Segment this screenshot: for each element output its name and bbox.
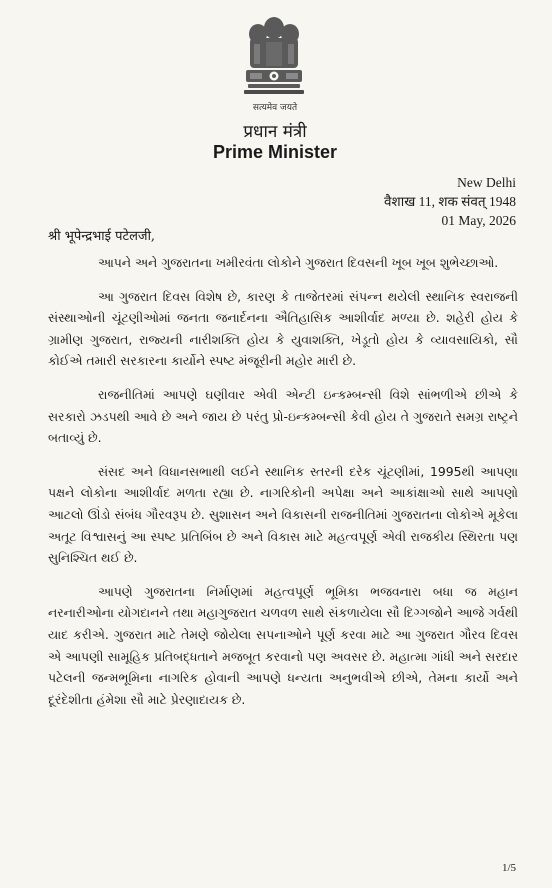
motto-text: सत्यमेव जयते bbox=[252, 103, 298, 113]
paragraph-4: સંસદ અને વિધાનસભાથી લઈને સ્થાનિક સ્તરની દરેક ચૂંટણીમાં, 1995થી આપણા પક્ષને લોકોના આશીર્વાદ મળતા રહ્યા છે. નાગરિકોની અપેક્ષા અને આકાંક્ષાઓ સાથે આપણો આટલો ઊંડો સંબંધ ગૌરવરૂપ છે. સુશાસન અને વિકાસની રાજનીતિમાં ગુજરાતના લોકોએ મૂકેલા અતૂટ વિશ્વાસનું આ સ્પષ્ટ પ્રતિબિંબ છે અને વિકાસ માટે મહત્વપૂર્ણ એવી રાજકીય સ્થિરતા પણ સુનિશ્ચિત થઈ છે. bbox=[48, 463, 518, 566]
date-block bbox=[384, 173, 516, 230]
national-emblem-icon bbox=[236, 14, 312, 96]
page-number: 1/5 bbox=[501, 862, 516, 874]
title-english: Prime Minister bbox=[212, 142, 338, 162]
title-hindi: प्रधान मंत्री bbox=[243, 122, 307, 142]
paragraph-2: આ ગુજરાત દિવસ વિશેષ છે, કારણ કે તાજેતરમાં સંપન્ન થયેલી સ્થાનિક સ્વરાજની સંસ્થાઓની ચૂંટણીઓમાં જનતા જનાર્દનના ઐતિહાસિક આશીર્વાદ મળ્યા છે. શહેરી હોય કે ગ્રામીણ ગુજરાત, રાજ્યની નારીશક્તિ હોય કે યુવાશક્તિ, ખેડૂતો હોય કે વ્યાવસાયિકો, સૌ કોઈએ તમારી સરકારના કાર્યોને સ્પષ્ટ મંજૂરીની મહોર મારી છે. bbox=[48, 288, 518, 369]
paragraph-1: આપને અને ગુજરાતના ખમીરવંતા લોકોને ગુજરાત દિવસની ખૂબ ખૂબ શુભેચ્છાઓ. bbox=[98, 255, 499, 270]
salutation: श्री भूपेन्द्रभाई पटेलजी, bbox=[48, 229, 156, 244]
english-date: 01 May, 2026 bbox=[441, 213, 516, 228]
letter-body bbox=[48, 252, 518, 722]
hindi-date: वैशाख 11, शक संवत् 1948 bbox=[384, 194, 516, 209]
place: New Delhi bbox=[457, 175, 516, 190]
paragraph-3: રાજનીતિમાં આપણે ઘણીવાર એવી એન્ટી ઇન્કમ્બન્સી વિશે સાંભળીએ છીએ કે સરકારો ઝડપથી આવે છે અને જાય છે પરંતુ પ્રો-ઇન્કમ્બન્સી કેવી હોય તે ગુજરાતે સમગ્ર રાષ્ટ્રને બતાવ્યું છે. bbox=[48, 386, 518, 446]
paragraph-5: આપણે ગુજરાતના નિર્માણમાં મહત્વપૂર્ણ ભૂમિકા ભજવનારા બધા જ મહાન નરનારીઓના યોગદાનને તથા મહાગુજરાત ચળવળ સાથે સંકળાયેલા સૌ દિગ્ગજોને આજે ગર્વથી યાદ કરીએ. ગુજરાત માટે તેમણે જોયેલા સપનાઓને પૂર્ણ કરવા માટે આ ગુજરાત ગૌરવ દિવસ એ આપણી સામૂહિક પ્રતિબદ્ધતાને મજબૂત કરવાનો પણ અવસર છે. મહાત્મા ગાંધી અને સરદાર પટેલની જન્મભૂમિના નાગરિક હોવાની આપણે ધન્યતા અનુભવીએ છીએ, તેમના કાર્યો અને દૂરંદેશીતા હંમેશા સૌ માટે પ્રેરણાદાયક છે. bbox=[48, 583, 518, 707]
